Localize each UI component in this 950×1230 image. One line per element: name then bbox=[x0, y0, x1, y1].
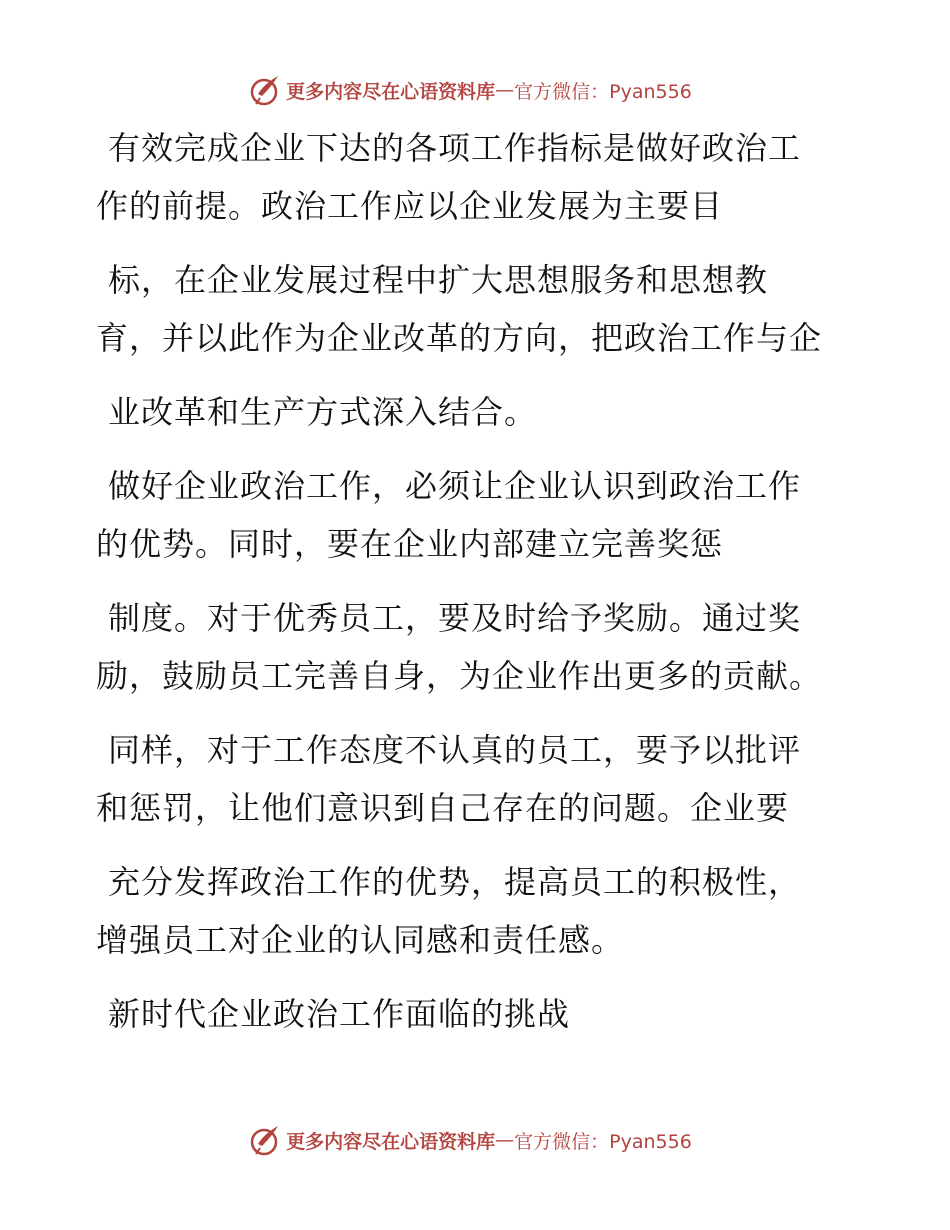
quill-logo-icon bbox=[248, 72, 284, 108]
quill-logo-icon bbox=[248, 1122, 284, 1158]
text-line: 作的前提。政治工作应以企业发展为主要目 bbox=[96, 187, 724, 225]
text-line: 育，并以此作为企业改革的方向，把政治工作与企 bbox=[96, 319, 823, 357]
text-line: 充分发挥政治工作的优势，提高员工的积极性， bbox=[108, 863, 802, 901]
text-line: 做好企业政治工作，必须让企业认识到政治工作 bbox=[108, 467, 802, 505]
footer-watermark bbox=[0, 1120, 950, 1160]
text-line: 有效完成企业下达的各项工作指标是做好政治工 bbox=[108, 129, 802, 167]
watermark-separator: — bbox=[495, 1129, 515, 1151]
text-line: 标，在企业发展过程中扩大思想服务和思想教 bbox=[108, 261, 769, 299]
watermark-separator: — bbox=[495, 79, 515, 101]
text-line: 增强员工对企业的认同感和责任感。 bbox=[96, 921, 625, 959]
watermark-brand: 更多内容尽在心语资料库 bbox=[286, 1130, 496, 1153]
watermark-brand: 更多内容尽在心语资料库 bbox=[286, 80, 496, 103]
header-watermark bbox=[0, 70, 950, 110]
text-line: 业改革和生产方式深入结合。 bbox=[108, 393, 538, 431]
section-heading: 新时代企业政治工作面临的挑战 bbox=[108, 995, 571, 1033]
watermark-wechat: 官方微信：Pyan556 bbox=[514, 1130, 692, 1153]
text-line: 和惩罚，让他们意识到自己存在的问题。企业要 bbox=[96, 789, 790, 827]
text-line: 的优势。同时，要在企业内部建立完善奖惩 bbox=[96, 525, 724, 563]
text-line: 励，鼓励员工完善自身，为企业作出更多的贡献。 bbox=[96, 657, 823, 695]
watermark-wechat: 官方微信：Pyan556 bbox=[514, 80, 692, 103]
text-line: 同样，对于工作态度不认真的员工，要予以批评 bbox=[108, 731, 802, 769]
text-line: 制度。对于优秀员工，要及时给予奖励。通过奖 bbox=[108, 599, 802, 637]
